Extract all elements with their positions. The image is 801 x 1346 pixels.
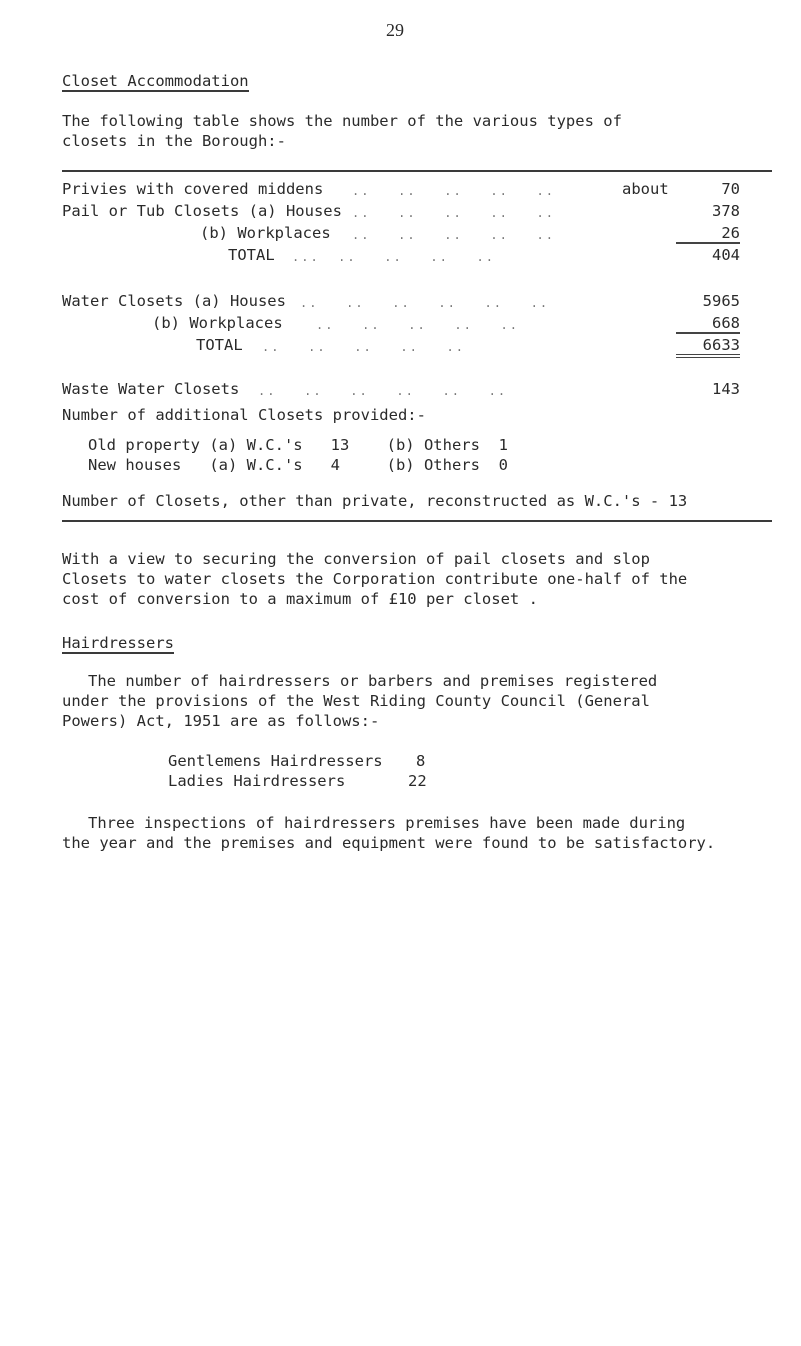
leader-dots: .. .. .. .. .. ..	[300, 296, 550, 310]
ladies-label: Ladies Hairdressers	[168, 772, 346, 790]
intro-line-2: closets in the Borough:-	[62, 132, 286, 150]
intro-line-1: The following table shows the number of the various types of	[62, 112, 622, 130]
inspection-line-2: the year and the premises and equipment were found to be satisfactory.	[62, 834, 716, 852]
leader-dots: ... .. .. .. ..	[292, 250, 495, 264]
pail-houses-label: Pail or Tub Closets (a) Houses	[62, 202, 342, 220]
closet-heading: Closet Accommodation	[62, 72, 249, 90]
wc-workplaces-value: 668	[676, 314, 740, 334]
new-houses-line: New houses (a) W.C.'s 4 (b) Others 0	[88, 456, 508, 474]
wc-total-value: 6633	[676, 336, 740, 358]
leader-dots: .. .. .. .. ..	[262, 340, 465, 354]
leader-dots: .. .. .. .. ..	[352, 206, 555, 220]
privies-value: 70	[721, 180, 740, 198]
conversion-line-2: Closets to water closets the Corporation contribute one-half of the	[62, 570, 688, 588]
leader-dots: .. .. .. .. ..	[316, 318, 519, 332]
leader-dots: .. .. .. .. ..	[352, 184, 555, 198]
wc-workplaces-label: (b) Workplaces	[152, 314, 283, 332]
pail-workplaces-value: 26	[676, 224, 740, 244]
hairdressers-line-3: Powers) Act, 1951 are as follows:-	[62, 712, 380, 730]
old-property-line: Old property (a) W.C.'s 13 (b) Others 1	[88, 436, 508, 454]
gentlemen-label: Gentlemens Hairdressers	[168, 752, 383, 770]
ladies-value: 22	[408, 772, 427, 790]
inspection-line-1: Three inspections of hairdressers premises have been made during	[88, 814, 686, 832]
waste-water-label: Waste Water Closets	[62, 380, 240, 398]
leader-dots: .. .. .. .. ..	[352, 228, 555, 242]
top-rule	[62, 170, 772, 172]
wc-houses-value: 5965	[702, 292, 740, 310]
waste-water-value: 143	[712, 380, 740, 398]
privies-prefix: about	[622, 180, 669, 198]
bottom-rule	[62, 520, 772, 522]
conversion-line-3: cost of conversion to a maximum of £10 per closet .	[62, 590, 538, 608]
pail-houses-value: 378	[712, 202, 740, 220]
reconstructed-line: Number of Closets, other than private, reconstructed as W.C.'s - 13	[62, 492, 688, 510]
conversion-line-1: With a view to securing the conversion of pail closets and slop	[62, 550, 650, 568]
privies-label: Privies with covered middens	[62, 180, 324, 198]
leader-dots: .. .. .. .. .. ..	[258, 384, 508, 398]
hairdressers-line-2: under the provisions of the West Riding County Council (General	[62, 692, 650, 710]
wc-houses-label: Water Closets (a) Houses	[62, 292, 286, 310]
pail-total-value: 404	[712, 246, 740, 264]
page-number: 29	[386, 20, 404, 40]
pail-workplaces-label: (b) Workplaces	[200, 224, 331, 242]
hairdressers-heading: Hairdressers	[62, 634, 174, 652]
gentlemen-value: 8	[416, 752, 426, 770]
pail-total-label: TOTAL	[228, 246, 275, 264]
additional-heading: Number of additional Closets provided:-	[62, 406, 426, 424]
hairdressers-line-1: The number of hairdressers or barbers and premises registered	[88, 672, 658, 690]
wc-total-label: TOTAL	[196, 336, 243, 354]
